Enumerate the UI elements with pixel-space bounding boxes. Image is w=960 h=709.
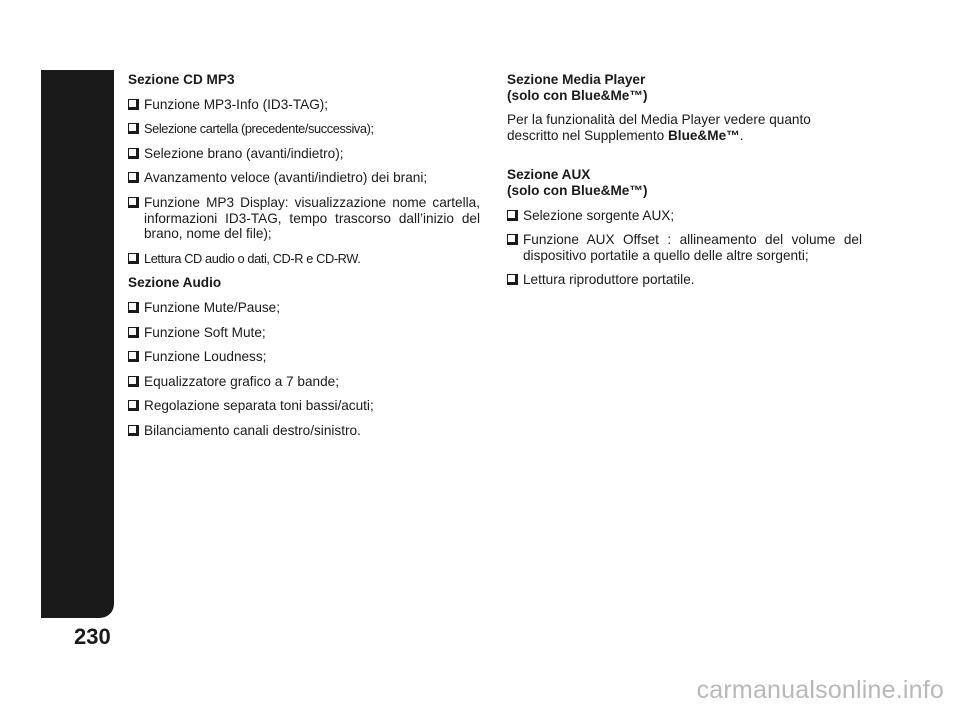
heading-audio: Sezione Audio [128, 275, 222, 291]
list-item: Selezione cartella (precedente/successiva); [128, 121, 480, 137]
checkbox-bullet-icon [507, 274, 518, 285]
checkbox-bullet-icon [128, 351, 139, 362]
heading-aux-line2: (solo con Blue&Me™) [507, 182, 648, 198]
checkbox-bullet-icon [128, 400, 139, 411]
checkbox-bullet-icon [128, 302, 139, 313]
list-item: Equalizzatore grafico a 7 bande; [128, 374, 480, 390]
heading-aux [507, 167, 862, 198]
checkbox-bullet-icon [128, 99, 139, 110]
page-number: 230 [74, 624, 111, 649]
heading-aux-line1: Sezione AUX [507, 167, 591, 183]
checkbox-bullet-icon [128, 376, 139, 387]
checkbox-bullet-icon [128, 123, 139, 134]
checkbox-bullet-icon [128, 253, 139, 264]
list-item: Selezione sorgente AUX; [507, 208, 862, 224]
list-item: Regolazione separata toni bassi/acuti; [128, 398, 480, 414]
list-item: Funzione Soft Mute; [128, 325, 480, 341]
checkbox-bullet-icon [128, 172, 139, 183]
list-item: Lettura CD audio o dati, CD-R e CD-RW. [128, 251, 480, 267]
checkbox-bullet-icon [507, 234, 518, 245]
checkbox-bullet-icon [128, 148, 139, 159]
list-item: Funzione MP3-Info (ID3-TAG); [128, 97, 480, 113]
checkbox-bullet-icon [128, 425, 139, 436]
left-column [128, 72, 480, 448]
list-item: Avanzamento veloce (avanti/indietro) dei brani; [128, 170, 480, 186]
checkbox-bullet-icon [128, 327, 139, 338]
section-sidebar [41, 70, 126, 618]
section-label: AUTORADIO [116, 386, 126, 444]
list-item: Funzione Loudness; [128, 349, 480, 365]
list-item: Selezione brano (avanti/indietro); [128, 146, 480, 162]
watermark: carmanualsonline.info [696, 676, 944, 704]
list-item: Funzione MP3 Display: visualizzazione nome cartella, informazioni ID3-TAG, tempo trascorso dall’inizio del brano, nome del file); [128, 195, 480, 242]
checkbox-bullet-icon [507, 210, 518, 221]
heading-media-player-line2: (solo con Blue&Me™) [507, 87, 648, 103]
supplement-name: Blue&Me™ [667, 127, 740, 143]
list-item: Bilanciamento canali destro/sinistro. [128, 423, 480, 439]
heading-cd-mp3: Sezione CD MP3 [128, 72, 235, 87]
list-item: Funzione Mute/Pause; [128, 300, 480, 316]
heading-media-player [507, 72, 862, 103]
list-item: Funzione AUX Offset : allineamento del volume del dispositivo portatile a quello delle altre sorgenti; [507, 232, 862, 263]
heading-media-player-line1: Sezione Media Player [507, 72, 646, 87]
checkbox-bullet-icon [128, 197, 139, 208]
list-item: Lettura riproduttore portatile. [507, 272, 862, 288]
media-player-paragraph: Per la funzionalità del Media Player vedere quanto descritto nel Supplemento Blue&Me™. [507, 112, 811, 143]
right-column [507, 72, 862, 297]
